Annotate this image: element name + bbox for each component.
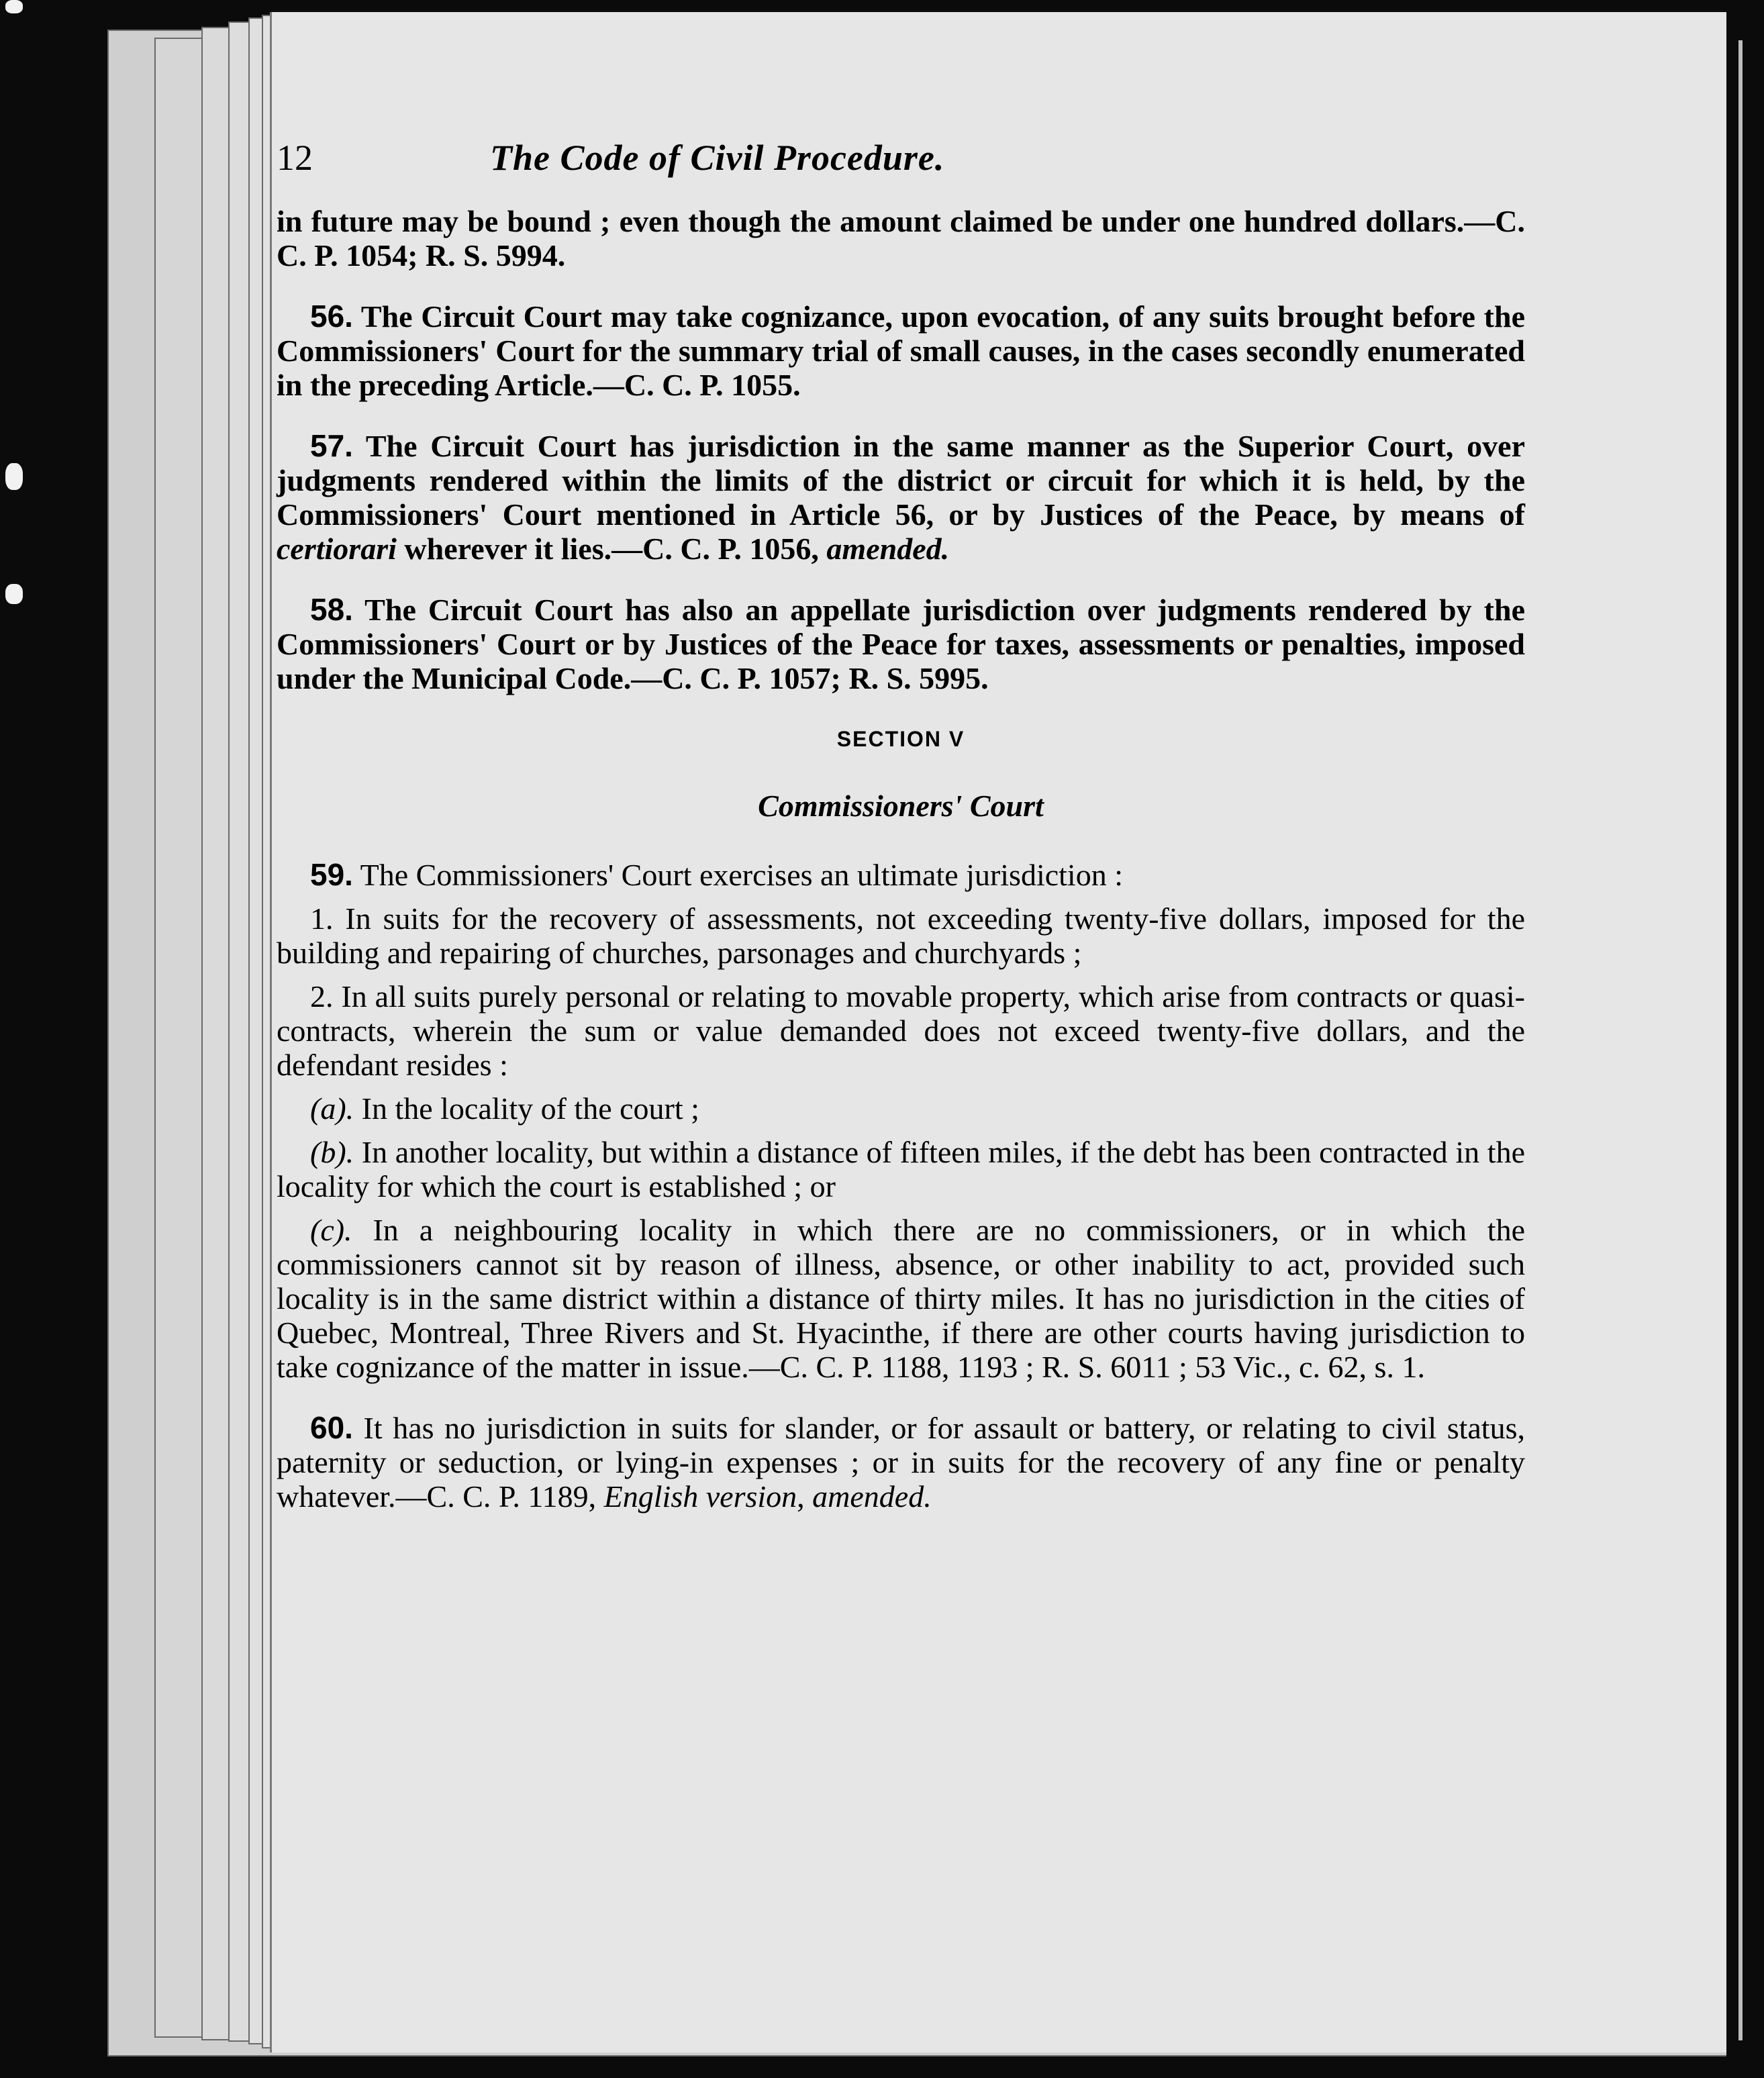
sub-text: In a neighbouring locality in which there are no commissioners, or in which the commissioners cannot sit by reason of illness, absence, or other inability to act, provided such locality is in the same district within a distance of thirty miles. It has no jurisdiction in the cities of Quebec, Montreal, Three Rivers and St. Hyacinthe, if there are other courts having jurisdiction to take cognizance of the matter in issue.—C. C. P. 1188, 1193 ; R. S. 6011 ; 53 Vic., c. 62, s. 1. [277,1213,1525,1384]
sub-label: (a). [310,1091,354,1126]
article-text: The Circuit Court has jurisdiction in the same manner as the Superior Court, over judgments rendered within the limits of the district or circuit for which it is held, by the Commissioners' Court mentioned in Article 56, or by Justices of the Peace, by means of [277,429,1525,532]
article-59-sub-c [277,1213,1525,1384]
article-57 [277,429,1525,566]
article-text: wherever it lies.—C. C. P. 1056, [396,532,827,566]
article-number: 60. [310,1410,353,1445]
article-number: 59. [310,857,353,892]
article-text: The Circuit Court has also an appellate jurisdiction over judgments rendered by the Commissioners' Court or by Justices of the Peace for taxes, assessments or penalties, imposed under the Municipal Code.—C. C. P. 1057; R. S. 5995. [277,593,1525,695]
sub-label: (b). [310,1135,354,1169]
section-title: Commissioners' Court [758,789,1044,823]
article-number: 57. [310,428,353,463]
continuation-paragraph: in future may be bound ; even though the amount claimed be under one hundred dollars.—C. C. P. 1054; R. S. 5994. [277,204,1525,273]
article-italic: English version [603,1479,797,1514]
article-italic: amended. [812,1479,932,1514]
article-text: The Circuit Court may take cognizance, upon evocation, of any suits brought before the Commissioners' Court for the summary trial of small causes, in the cases secondly enumerated in the preceding Article.—C. C. P. 1055. [277,299,1525,402]
sub-text: In the locality of the court ; [354,1091,699,1126]
running-header [277,138,1525,181]
article-58 [277,593,1525,695]
article-60 [277,1411,1525,1514]
sub-text: In another locality, but within a distance of fifteen miles, if the debt has been contracted in the locality for which the court is established ; or [277,1135,1525,1203]
section-heading: SECTION V [836,727,965,751]
scan-left-margin [0,0,27,2078]
article-59-item-2: 2. In all suits purely personal or relating to movable property, which arise from contracts or quasi-contracts, wherein the sum or value demanded does not exceed twenty-five dollars, and the defendant resides : [277,979,1525,1082]
sub-label: (c). [310,1213,352,1247]
article-59-item-1: 1. In suits for the recovery of assessments, not exceeding twenty-five dollars, imposed for the building and repairing of churches, parsonages and churchyards ; [277,901,1525,970]
article-number: 58. [310,592,353,627]
article-59-sub-a [277,1091,1525,1126]
article-59-sub-b [277,1135,1525,1203]
article-text: , [797,1479,813,1514]
article-59 [277,858,1525,892]
article-56 [277,299,1525,402]
page-number: 12 [277,138,313,178]
page-text [277,138,1525,1540]
article-text: It has no jurisdiction in suits for slander, or for assault or battery, or relating to civil status, paternity or seduction, or lying-in expenses ; or in suits for the recovery of any fine or penalty whatever.—C. C. P. 1189, [277,1411,1525,1514]
article-italic: amended. [826,532,950,566]
scan-right-border [1726,0,1764,2078]
article-italic: certiorari [277,532,397,566]
running-title: The Code of Civil Procedure. [490,138,945,178]
article-text: The Commissioners' Court exercises an ultimate jurisdiction : [352,858,1123,892]
article-number: 56. [310,299,353,334]
